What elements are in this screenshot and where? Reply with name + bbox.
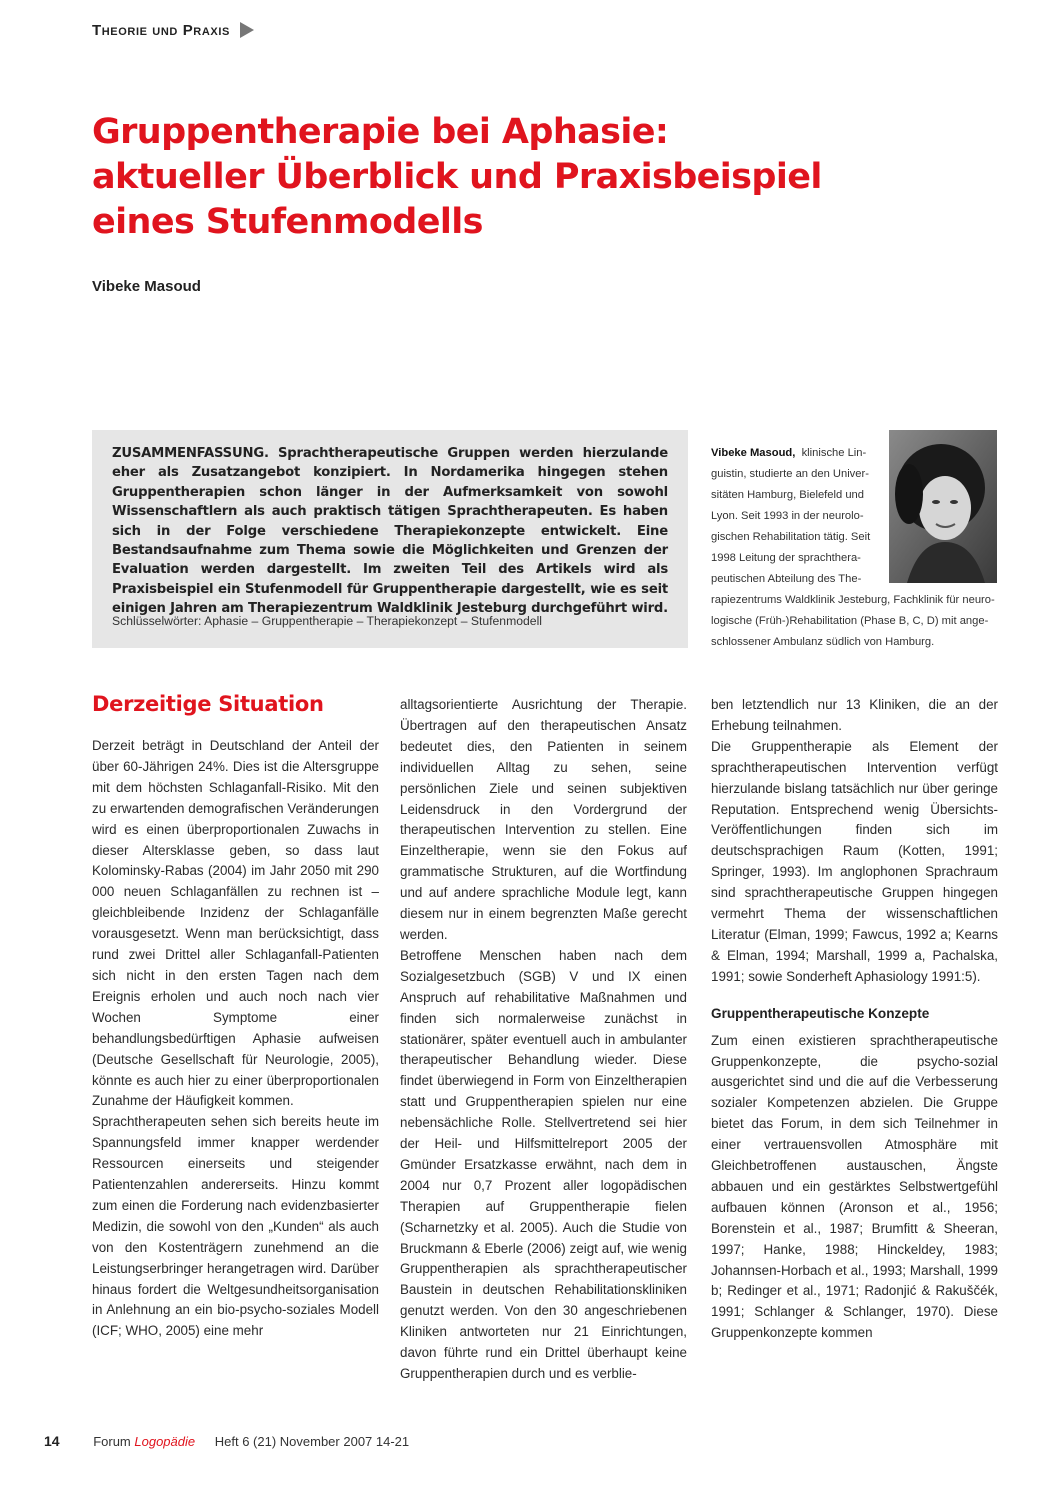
paragraph: ben letztendlich nur 13 Kliniken, die an der Erhebung teilnahmen. (711, 697, 998, 733)
text-column-1 (92, 736, 379, 1342)
bio-line: 1998 Leitung der sprachthera- (711, 552, 861, 564)
subsection-heading: Gruppentherapeutische Konzepte (711, 1005, 930, 1021)
section-heading: Derzeitige Situation (92, 692, 324, 716)
section-label-text: Theorie und Praxis (92, 22, 230, 39)
triangle-right-icon (240, 22, 254, 38)
paragraph: Sprachtherapeuten sehen sich bereits heute im Spannungsfeld immer knapper werdender Ressourcen einerseits und steigender Patientenzahlen andererseits. Hinzu kommt zum einen die Forderung nach evidenzbasierter Medizin, die sowohl von den „Kunden“ als auch von den Kostenträgern zunehmend an die Leistungserbringer herangetragen wird. Darüber hinaus fordert die Weltgesundheitsorganisation in Anlehnung an ein bio-psycho-soziales Modell (ICF; WHO, 2005) eine mehr (92, 1114, 379, 1339)
text-column-2 (400, 695, 687, 1385)
title-line: eines Stufenmodells (92, 202, 483, 242)
abstract-text: ZUSAMMENFASSUNG. Sprachtherapeutische Gruppen werden hierzulande eher als Zusatzangebot konzipiert. In Nordamerika hingegen stehen Gruppentherapien schon länger in der Aufmerksamkeit von sowohl Wissenschaftlern als auch praktisch tätigen Sprachtherapeuten. Es haben sich in der Folge verschiedene Therapiekonzepte entwickelt. Eine Bestandsaufnahme zum Thema sowie die Möglichkeiten und Grenzen der Evaluation werden dargestellt. Im zweiten Teil des Artikels wird als Praxisbeispiel ein Stufenmodell für Gruppentherapie dargestellt, wie es seit einigen Jahren am Therapiezentrum Waldklinik Jesteburg durchgeführt wird. (112, 446, 668, 617)
article-author: Vibeke Masoud (92, 278, 201, 295)
bio-text: klinische Lin- (801, 447, 867, 459)
bio-line: logische (Früh-)Rehabilitation (Phase B, C, D) mit ange- (711, 615, 989, 627)
bio-line: Lyon. Seit 1993 in der neurolo- (711, 510, 864, 522)
paragraph: Derzeit beträgt in Deutschland der Anteil der über 60-Jährigen 24%. Dies ist die Altersgruppe mit dem höchsten Schlaganfall-Risiko. Mit den zu erwartenden demografischen Veränderungen wird es einen überproportionalen Zuwachs in dieser Altersklasse geben, so dass laut Kolominsky-Rabas (2004) im Jahr 2050 mit 290 000 neuen Schlaganfällen zu rechnen ist – gleichbleibende Inzidenz der Schlaganfälle vorausgesetzt. Wenn man berücksichtigt, dass rund zwei Drittel aller Schlaganfall-Patienten sich nicht in den ersten Tagen nach dem Ereignis erholen und auch noch nach vier Wochen Symptome einer behandlungsbedürftigen Aphasie aufweisen (Deutsche Gesellschaft für Neurologie, 2005), könnte es auch hier zu einer überproportionalen Zunahme der Häufigkeit kommen. (92, 738, 379, 1109)
bio-line (711, 443, 873, 464)
journal-name: Forum (93, 1434, 131, 1449)
author-bio (711, 443, 1001, 653)
paragraph: Die Gruppentherapie als Element der sprachtherapeutischen Intervention verfügt hierzulande bislang tatsächlich nur über geringe Reputation. Entsprechend wenig Übersichts-Veröffentlichungen finden sich im deutschsprachigen Raum (Kotten, 1991; Springer, 1993). Im anglophonen Sprachraum sind sprachtherapeutische Gruppen hingegen vermehrt Thema der wissenschaftlichen Literatur (Elman, 1999; Fawcus, 1992 a; Kearns & Elman, 1994; Marshall, 1999 a, Pachalska, 1991; sowie Sonderheft Aphasiology 1991:5). (711, 738, 998, 984)
bio-name: Vibeke Masoud, (711, 447, 796, 459)
title-line: Gruppentherapie bei Aphasie: (92, 112, 669, 152)
bio-line: schlossener Ambulanz südlich von Hamburg. (711, 636, 935, 648)
bio-line: gischen Rehabilitation tätig. Seit (711, 531, 871, 543)
text-column-3 (711, 695, 998, 1344)
keywords: Schlüsselwörter: Aphasie – Gruppentherapie – Therapiekonzept – Stufenmodell (112, 614, 542, 628)
issue-info: Heft 6 (21) November 2007 14-21 (214, 1434, 410, 1449)
article-title (92, 110, 852, 245)
bio-line: peutischen Abteilung des The- (711, 573, 862, 585)
section-label (92, 22, 254, 39)
journal-name-accent: Logopädie (134, 1434, 196, 1449)
bio-line: rapiezentrums Waldklinik Jesteburg, Fachklinik für neuro- (711, 594, 995, 606)
page-number: 14 (44, 1433, 60, 1449)
bio-line: guistin, studierte an den Univer- (711, 468, 869, 480)
paragraph: alltagsorientierte Ausrichtung der Therapie. Übertragen auf den therapeutischen Ansatz bedeutet dies, den Patienten in seinem individuellen Alltag zu sehen, seine persönlichen Ziele und seinen subjektiven Leidensdruck in den Vordergrund der therapeutischen Intervention zu stellen. Eine Einzeltherapie, wenn sie den Fokus auf grammatische Strukturen, auf die Wortfindung und auf andere sprachliche Module legt, kann diesem nur in einem begrenzten Maße gerecht werden. (400, 697, 687, 942)
page-footer (44, 1433, 409, 1449)
abstract-box (92, 430, 688, 648)
bio-line: sitäten Hamburg, Bielefeld und (711, 489, 864, 501)
title-line: aktueller Überblick und Praxisbeispiel (92, 157, 822, 197)
paragraph: Betroffene Menschen haben nach dem Sozialgesetzbuch (SGB) V und IX einen Anspruch auf rehabilitative Maßnahmen und finden sich normalerweise zunächst in stationärer, später eventuell auch in ambulanter therapeutischer Behandlung wieder. Diese findet überwiegend in Form von Einzeltherapien statt und Gruppentherapien spielen nur eine nebensächliche Rolle. Stellvertretend sei hier der Heil- und Hilfsmittelreport 2005 der Gmünder Ersatzkasse erwähnt, nach dem in 2004 nur 0,7 Prozent aller logopädischen Therapien auf Gruppentherapie fielen (Scharnetzky et al. 2005). Auch die Studie von Bruckmann & Eberle (2006) zeigt auf, wie wenig Gruppentherapien als sprachtherapeutischer Baustein in deutschen Rehabilitationskliniken genutzt werden. Von den 30 angeschriebenen Kliniken antworteten nur 21 Einrichtungen, davon führte rund ein Drittel überhaupt keine Gruppentherapien durch und es verblie- (400, 947, 687, 1381)
paragraph: Zum einen existieren sprachtherapeutische Gruppenkonzepte, die psycho-sozial ausgerichtet sind und die auf die Verbesserung sozialer Kompetenzen abzielen. Die Gruppe bietet das Forum, in dem sich Teilnehmer in einer vertrauensvollen Atmosphäre mit Gleichbetroffenen austauschen, Ängste abbauen und ein gestärktes Selbstwertgefühl aufbauen können (Aronson et al., 1956; Borenstein et al., 1987; Brumfitt & Sheeran, 1997; Hanke, 1988; Hinckeldey, 1983; Johannsen-Horbach et al., 1993; Marshall, 1999 b; Redinger et al., 1971; Radonjić & Rakuščék, 1991; Schlanger & Schlanger, 1970). Diese Gruppenkonzepte kommen (711, 1032, 998, 1341)
